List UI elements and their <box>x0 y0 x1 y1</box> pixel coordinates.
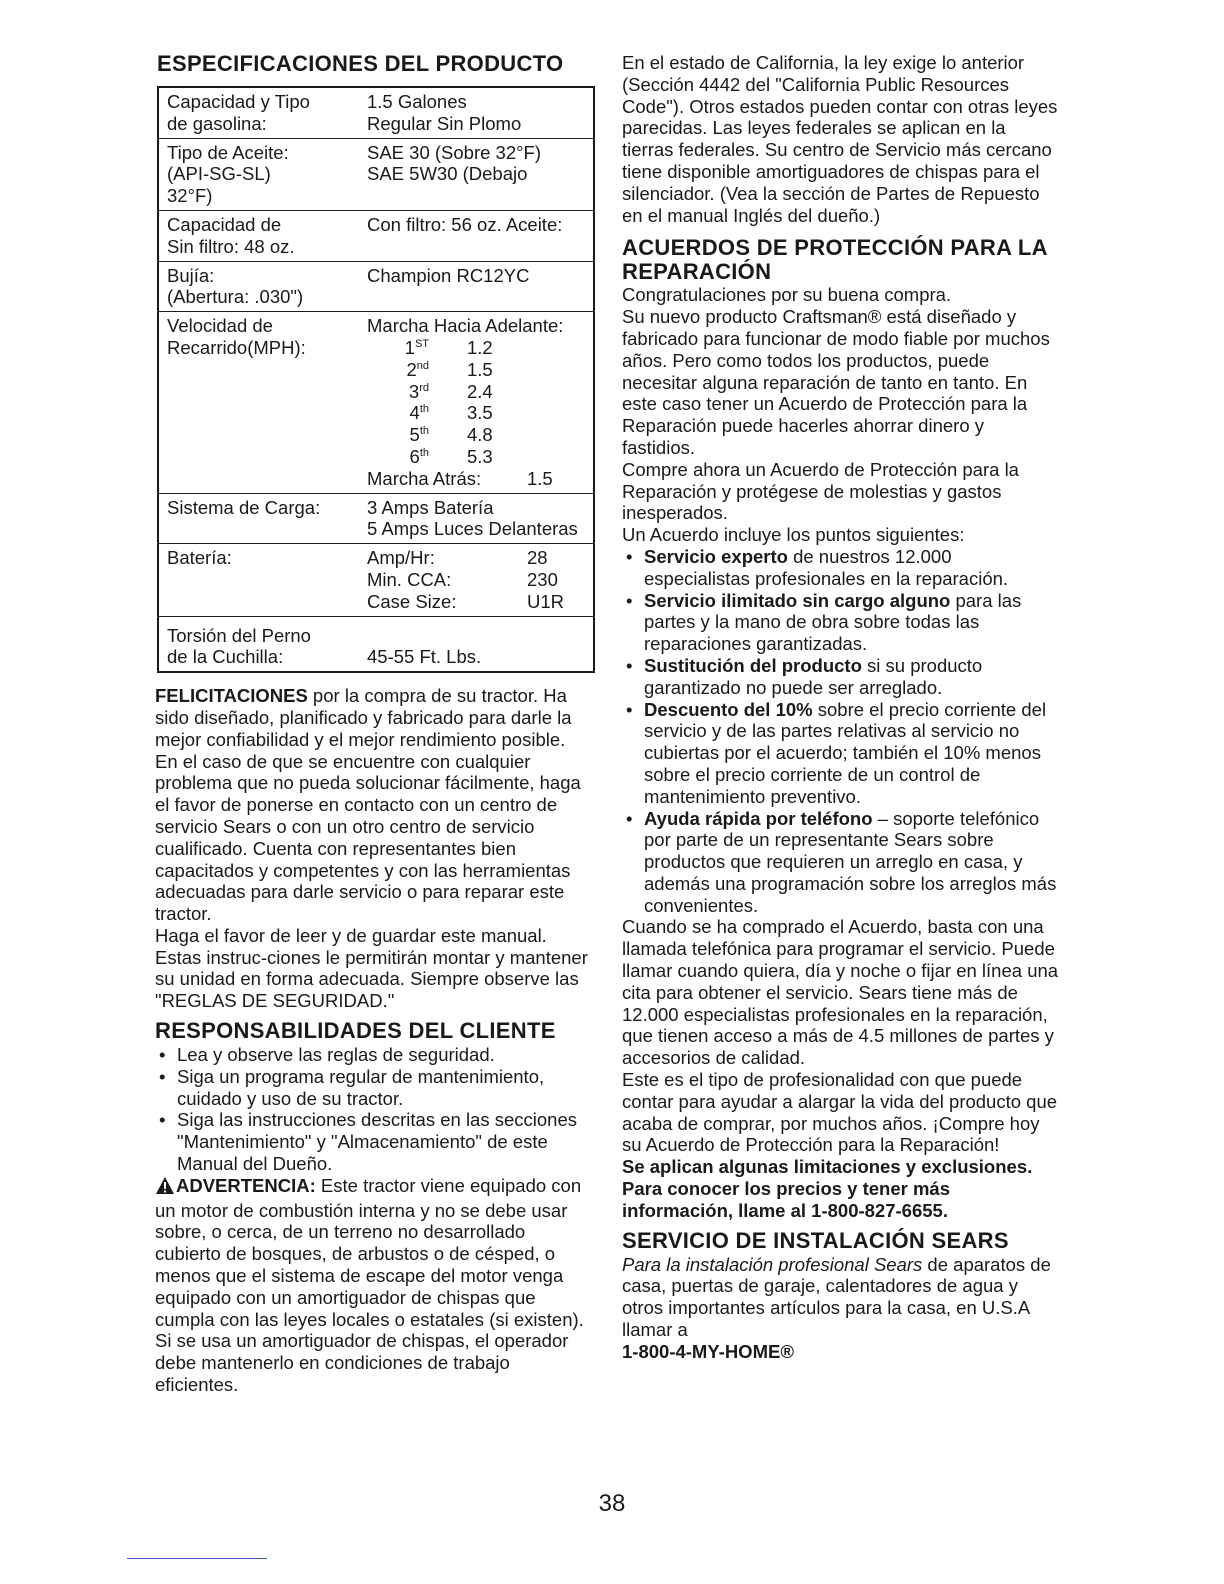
spec-value: Champion RC12YC <box>367 264 530 286</box>
battery-row <box>367 569 593 591</box>
congrats-text: por la compra de su tractor. Ha sido diseñado, planificado y fabricado para darle la mejor confiabilidad y el mejor rendimiento posible. <box>155 685 572 750</box>
spec-label: Torsión del Perno <box>167 624 311 646</box>
battery-row <box>367 591 593 613</box>
scan-artifact-line <box>127 1558 267 1559</box>
benefit-title: Servicio experto <box>644 545 788 567</box>
spec-row-battery <box>159 543 593 615</box>
spec-label: Velocidad de <box>167 315 273 337</box>
gear-row <box>367 424 593 446</box>
list-item <box>622 590 1062 655</box>
battery-key: Min. CCA: <box>367 568 452 590</box>
spec-value: SAE 30 (Sobre 32°F) <box>367 141 541 163</box>
gear-row <box>367 359 593 381</box>
responsibilities-title: RESPONSABILIDADES DEL CLIENTE <box>155 1018 556 1044</box>
gear-suffix: nd <box>416 359 429 372</box>
service-paragraph: En el caso de que se encuentre con cualquier problema que no pueda solucionar fácilmente, haga el favor de ponerse en contacto con un centro de servicio Sears o con un otro centro de servicio cualificado. Cuenta con representantes bien capacitados y competentes y con las herramientas adecuadas para darle servicio o para reparar este tractor. <box>155 750 581 925</box>
spec-row-oil-capacity <box>159 210 593 261</box>
benefit-title: Sustitución del producto <box>644 654 862 676</box>
gear-speed: 1.5 <box>467 358 493 380</box>
warning-label: ADVERTENCIA: <box>176 1174 316 1196</box>
benefit-text: para las partes y la mano de obra sobre todas las reparaciones garantizadas. <box>644 589 1022 655</box>
gear-row <box>367 337 593 359</box>
benefit-text: si su producto garantizado no puede ser arreglado. <box>644 654 983 698</box>
spec-value: Con filtro: 56 oz. Aceite: <box>367 213 563 235</box>
gear-number: 1 <box>404 336 415 358</box>
battery-key: Case Size: <box>367 590 457 612</box>
protection-paragraph: Este es el tipo de profesionalidad con que puede contar para ayudar a alargar la vida del producto que acaba de comprar, por muchos años. ¡Compre hoy su Acuerdo de Protección para la Reparación! <box>622 1069 1058 1156</box>
spec-label: Recarrido(MPH): <box>167 336 306 358</box>
spec-value: 5 Amps Luces Delanteras <box>367 518 578 540</box>
spec-label: Bujía: <box>167 264 215 286</box>
spec-label: (Abertura: .030") <box>167 286 304 308</box>
warning-paragraph <box>155 1175 595 1396</box>
list-item <box>622 546 1062 590</box>
gear-suffix: th <box>419 446 429 459</box>
benefit-title: Servicio ilimitado sin cargo alguno <box>644 589 951 611</box>
spec-value: 45-55 Ft. Lbs. <box>367 646 482 668</box>
specs-table <box>157 86 595 673</box>
spec-label: Capacidad y Tipo <box>167 91 310 112</box>
spec-label: Tipo de Aceite: <box>167 141 289 163</box>
california-paragraph: En el estado de California, la ley exige lo anterior (Sección 4442 del "California Public Resources Code"). Otros estados pueden contar con otras leyes parecidas. Las leyes federales se aplican en la tierras federales. Su centro de Servicio más cercano tiene disponible amortiguadores de chispas para el silenciador. (Vea la sección de Partes de Repuesto en el manual Inglés del dueño.) <box>622 52 1058 226</box>
benefits-list <box>622 546 1062 917</box>
installation-phone: 1-800-4-MY-HOME® <box>622 1340 794 1362</box>
protection-intro: Congratulaciones por su buena compra. <box>622 284 952 306</box>
protection-paragraph: Un Acuerdo incluye los puntos siguientes: <box>622 524 965 546</box>
spec-row-torque <box>159 616 593 672</box>
spec-label: Sistema de Carga: <box>167 496 321 518</box>
gear-speed: 4.8 <box>467 424 493 446</box>
benefit-text: de nuestros 12.000 especialistas profesionales en la reparación. <box>644 545 1009 589</box>
list-item: • Lea y observe las reglas de seguridad. <box>155 1044 595 1066</box>
gear-row <box>367 381 593 403</box>
gear-speed: 1.2 <box>467 336 493 358</box>
protection-paragraph: Su nuevo producto Craftsman® está diseñado y fabricado para funcionar de modo fiable por muchos años. Pero como todos los productos, puede necesitar alguna reparación de tanto en tanto. En este caso tener un Acuerdo de Protección para la Reparación puede hacerles ahorrar dinero y fastidios. <box>622 306 1050 458</box>
installation-text: de aparatos de casa, puertas de garaje, calentadores de agua y otros importantes artículos para la casa, en U.S.A llamar a <box>622 1253 1051 1341</box>
list-item <box>622 808 1062 917</box>
congrats-paragraph <box>155 685 595 750</box>
gear-number: 4 <box>409 402 420 424</box>
benefit-title: Descuento del 10% <box>644 698 813 720</box>
installation-lead: Para la instalación profesional Sears <box>622 1253 923 1275</box>
protection-title: ACUERDOS DE PROTECCIÓN PARA LA REPARACIÓN <box>622 235 1047 285</box>
right-column <box>622 52 1062 1363</box>
battery-key: Amp/Hr: <box>367 547 435 569</box>
reverse-label: Marcha Atrás: <box>367 467 482 489</box>
spec-label: Batería: <box>167 547 232 569</box>
left-column <box>155 52 595 1396</box>
spec-row-spark-plug <box>159 261 593 312</box>
gear-number: 5 <box>409 424 420 446</box>
spec-label: Capacidad de <box>167 213 282 235</box>
benefit-title: Ayuda rápida por teléfono <box>644 807 873 829</box>
gear-speed: 5.3 <box>467 445 493 467</box>
gear-suffix: rd <box>419 381 429 394</box>
congrats-lead: FELICITACIONES <box>155 685 308 707</box>
gear-row <box>367 402 593 424</box>
battery-row <box>367 547 593 569</box>
gear-row <box>367 446 593 468</box>
spec-row-speed <box>159 311 593 492</box>
gear-list <box>367 337 593 468</box>
spec-value: SAE 5W30 (Debajo <box>367 163 528 185</box>
list-item: • Siga las instrucciones descritas en las secciones "Mantenimiento" y "Almacenamiento" de este Manual del Dueño. <box>155 1109 595 1174</box>
spec-row-fuel <box>159 88 593 138</box>
limitations-notice: Se aplican algunas limitaciones y exclusiones. Para conocer los precios y tener más información, llame al 1-800-827-6655. <box>622 1156 1033 1221</box>
page-number: 38 <box>598 1490 626 1517</box>
installation-paragraph <box>622 1254 1062 1341</box>
manual-paragraph: Haga el favor de leer y de guardar este manual. Estas instruc-ciones le permitirán montar y mantener su unidad en forma adecuada. Siempre observe las "REGLAS DE SEGURIDAD." <box>155 924 588 1012</box>
specs-title: ESPECIFICACIONES DEL PRODUCTO <box>157 51 564 76</box>
gear-suffix: ST <box>414 337 429 350</box>
spec-row-oil <box>159 138 593 210</box>
warning-text: Este tractor viene equipado con un motor de combustión interna y no se debe usar sobre, o cerca, de un terreno no desarrollado cubierto de bosques, de arbustos o de césped, o menos que el sistema de escape del motor venga equipado con un amortiguador de chispas que cumpla con las leyes locales o estatales (si existen). Si se usa un amortiguador de chispas, el operador debe mantenerlo en condiciones de trabajo eficientes. <box>155 1174 584 1396</box>
list-item: • Siga un programa regular de mantenimiento, cuidado y uso de su tractor. <box>155 1066 595 1110</box>
gear-number: 6 <box>409 445 420 467</box>
spec-value: 1.5 Galones <box>367 91 467 112</box>
installation-title: SERVICIO DE INSTALACIÓN SEARS <box>622 1227 1009 1253</box>
list-item <box>622 655 1062 699</box>
protection-paragraph: Compre ahora un Acuerdo de Protección para la Reparación y protégese de molestias y gastos inesperados. <box>622 458 1019 524</box>
battery-value: 230 <box>527 568 558 590</box>
warning-icon <box>155 1176 175 1200</box>
protection-paragraph: Cuando se ha comprado el Acuerdo, basta con una llamada telefónica para programar el servicio. Puede llamar cuando quiera, día y noche o fijar en línea una cita para obtener el servicio. Sears tiene más de 12.000 especialistas profesionales en la reparación, que tienen acceso a más de 4.5 millones de partes y accesorios de calidad. <box>622 916 1059 1069</box>
benefit-text: sobre el precio corriente del servicio y de las partes relativas al servicio no cubiertas por el acuerdo; también el 10% menos sobre el precio corriente de un control de mantenimiento preventivo. <box>644 698 1047 807</box>
spec-value: Marcha Hacia Adelante: <box>367 315 564 337</box>
gear-suffix: th <box>419 425 429 437</box>
list-item <box>622 699 1062 808</box>
spec-label: Sin filtro: 48 oz. <box>167 235 295 257</box>
gear-suffix: th <box>419 403 429 416</box>
gear-speed: 2.4 <box>467 380 493 402</box>
reverse-speed: 1.5 <box>527 467 553 489</box>
spec-label: de gasolina: <box>167 112 267 134</box>
responsibilities-list <box>155 1044 595 1175</box>
battery-value: U1R <box>527 590 565 612</box>
spec-value: Regular Sin Plomo <box>367 112 522 134</box>
spec-label: 32°F) <box>167 185 213 207</box>
reverse-row <box>367 468 593 490</box>
spec-label: (API-SG-SL) <box>167 163 271 185</box>
spec-value: 3 Amps Batería <box>367 496 494 518</box>
gear-speed: 3.5 <box>467 402 493 424</box>
gear-number: 3 <box>408 380 420 402</box>
spec-label: de la Cuchilla: <box>167 646 284 668</box>
spec-row-charging <box>159 493 593 544</box>
benefit-text: – soporte telefónico por parte de un representante Sears sobre productos que requieren un arreglo en casa, y además una programación sobre los arreglos más convenientes. <box>644 807 1057 916</box>
gear-number: 2 <box>406 358 417 380</box>
battery-value: 28 <box>527 547 548 569</box>
